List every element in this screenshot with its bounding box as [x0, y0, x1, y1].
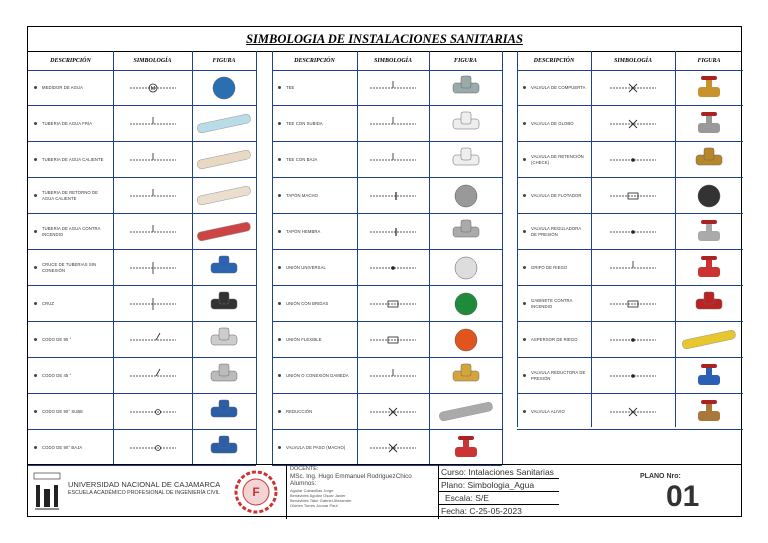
symbol-glyph	[357, 214, 429, 249]
table-row	[272, 430, 502, 466]
description-text: VALVULA DE RETENCIÓN (CHECK)	[531, 153, 584, 165]
university-name: UNIVERSIDAD NACIONAL DE CAJAMARCA	[68, 480, 221, 489]
header-symbol-3: SIMBOLOGÍA	[591, 51, 675, 71]
symbol-glyph	[591, 322, 675, 357]
description-text: ASPERSOR DE RIEGO	[531, 336, 578, 342]
sheet-title: SIMBOLOGIA DE INSTALACIONES SANITARIAS	[28, 27, 741, 52]
figure-image	[194, 108, 254, 140]
figure-image	[677, 288, 741, 320]
symbol-glyph	[113, 394, 192, 429]
row-description	[28, 322, 113, 357]
symbol-glyph	[113, 286, 192, 321]
table-row	[517, 178, 743, 214]
figure-image	[431, 396, 500, 428]
row-description	[517, 250, 591, 285]
table-row	[28, 394, 256, 430]
row-description	[28, 178, 113, 213]
table-row	[28, 214, 256, 250]
description-text: MEDIDOR DE AGUA	[42, 84, 84, 90]
description-text: TUBERIA DE AGUA CALIENTE	[42, 156, 104, 162]
row-description	[272, 178, 357, 213]
symbol-glyph	[113, 178, 192, 213]
student-name: Benavides Tafur Gabriel Alexander	[290, 498, 352, 503]
symbol-glyph	[591, 178, 675, 213]
row-description	[272, 394, 357, 429]
panel-pipes	[28, 51, 256, 464]
table-row	[517, 214, 743, 250]
school-name: ESCUELA ACADÉMICO PROFESIONAL DE INGENIERÍA CIVIL	[68, 490, 220, 496]
figure-image	[431, 216, 500, 248]
symbol-glyph	[357, 322, 429, 357]
symbol-glyph	[113, 250, 192, 285]
table-row	[272, 322, 502, 358]
table-row	[28, 250, 256, 286]
figure-image	[677, 252, 741, 284]
description-text: VALVULA REGULADORA DE PRESIÓN	[531, 225, 582, 237]
table-row	[28, 142, 256, 178]
docente-name: MSc. Ing. Hugo Emmanuel RodriguezChico	[290, 473, 412, 480]
description-text: VALVULA DE FLOTADOR	[531, 192, 582, 198]
row-description	[272, 250, 357, 285]
row-description	[28, 214, 113, 249]
figure-image	[431, 324, 500, 356]
symbol-glyph	[113, 142, 192, 177]
symbol-glyph	[113, 214, 192, 249]
figure-image	[431, 72, 500, 104]
row-description	[517, 106, 591, 141]
header-figure-3: FIGURA	[675, 51, 743, 71]
symbol-glyph	[113, 322, 192, 357]
row-description	[272, 70, 357, 105]
symbol-glyph	[591, 142, 675, 177]
table-row	[517, 142, 743, 178]
description-text: TUBERIA DE AGUA CONTRA INCENDIO	[42, 225, 101, 237]
symbol-glyph	[357, 394, 429, 429]
university-logo	[32, 469, 62, 513]
symbol-glyph	[357, 250, 429, 285]
table-row	[517, 250, 743, 286]
row-description	[28, 286, 113, 321]
row-description	[28, 106, 113, 141]
row-description	[517, 358, 591, 393]
symbol-glyph	[357, 430, 429, 465]
row-description	[28, 250, 113, 285]
description-text: VALVULA DE COMPUERTA	[531, 84, 586, 90]
description-text: CODO DE 45 °	[42, 372, 72, 378]
course-info-cell	[438, 465, 630, 519]
description-text: TAPÓN MACHO	[286, 192, 318, 198]
table-row	[28, 70, 256, 106]
faculty-logo	[233, 469, 279, 515]
table-row	[517, 394, 743, 430]
row-description	[272, 214, 357, 249]
symbol-glyph	[591, 358, 675, 393]
figure-image	[194, 216, 254, 248]
date-text: Fecha: C-25-05-2023	[441, 506, 522, 516]
row-description	[517, 178, 591, 213]
symbol-glyph	[113, 358, 192, 393]
symbol-glyph	[357, 178, 429, 213]
table-row	[28, 358, 256, 394]
description-text: UNIÓN FLEXIBLE	[286, 336, 322, 342]
students-list	[290, 488, 352, 508]
figure-image	[677, 72, 741, 104]
row-description	[272, 430, 357, 465]
figure-image	[677, 324, 741, 356]
plan-number-cell	[630, 465, 743, 519]
row-description	[517, 394, 591, 429]
course-text: Curso: Intalaciones Sanitarias	[441, 467, 554, 477]
description-text: CRUZ	[42, 300, 55, 306]
scale-text: Escala: S/E	[445, 493, 489, 503]
row-description	[517, 214, 591, 249]
figure-image	[194, 396, 254, 428]
figure-image	[194, 432, 254, 464]
figure-image	[431, 360, 500, 392]
description-text: TAPÓN HEMBRA	[286, 228, 321, 234]
row-description	[28, 70, 113, 105]
table-row	[272, 70, 502, 106]
symbol-glyph	[591, 286, 675, 321]
student-name: Olórtes Torres Joonar Paul	[290, 503, 338, 508]
figure-image	[677, 144, 741, 176]
row-description	[517, 286, 591, 321]
description-text: TEE CON BAJA	[286, 156, 318, 162]
symbol-glyph	[357, 70, 429, 105]
panel-valves	[517, 51, 743, 427]
description-text: CRUCE DE TUBERIAS SIN CONEXIÓN	[42, 261, 97, 273]
header-description: DESCRIPCIÓN	[28, 51, 113, 71]
row-description	[517, 70, 591, 105]
row-description	[272, 358, 357, 393]
row-description	[28, 142, 113, 177]
description-text: GRIFO DE RIEGO	[531, 264, 568, 270]
symbol-glyph	[357, 286, 429, 321]
header-figure-2: FIGURA	[429, 51, 502, 71]
symbol-glyph	[357, 106, 429, 141]
figure-image	[194, 360, 254, 392]
row-description	[272, 142, 357, 177]
description-text: TUBERIA DE AGUA FRÍA	[42, 120, 93, 126]
figure-image	[431, 252, 500, 284]
symbol-glyph	[357, 358, 429, 393]
table-row	[517, 106, 743, 142]
figure-image	[431, 432, 500, 464]
row-description	[272, 106, 357, 141]
description-text: CODO DE 90° SUBE	[42, 408, 84, 414]
table-row	[28, 106, 256, 142]
header-description-3: DESCRIPCIÓN	[517, 51, 591, 71]
table-row	[517, 286, 743, 322]
table-row	[272, 214, 502, 250]
panel-fittings	[272, 51, 502, 464]
symbol-glyph	[113, 430, 192, 465]
table-row	[272, 250, 502, 286]
description-text: TEE CON SUBIDA	[286, 120, 323, 126]
table-row	[28, 286, 256, 322]
symbol-glyph	[591, 70, 675, 105]
description-text: VALVULA ALIVIO	[531, 408, 565, 414]
row-description	[517, 322, 591, 357]
figure-image	[194, 288, 254, 320]
symbol-glyph	[591, 250, 675, 285]
description-text: UNIÓN CON BRIDAS	[286, 300, 329, 306]
description-text: CODO DE 90 °	[42, 336, 72, 342]
table-row	[272, 286, 502, 322]
symbol-glyph	[591, 394, 675, 429]
table-row	[272, 178, 502, 214]
row-description	[28, 394, 113, 429]
table-row	[272, 358, 502, 394]
header-description-2: DESCRIPCIÓN	[272, 51, 357, 71]
table-row	[28, 322, 256, 358]
figure-image	[677, 396, 741, 428]
svg-text:F: F	[252, 485, 260, 499]
title-block	[28, 464, 741, 519]
symbol-glyph	[113, 70, 192, 105]
svg-text:M: M	[150, 85, 155, 92]
description-text: GABINETE CONTRA INCENDIO	[531, 297, 573, 309]
description-text: TEE	[286, 84, 295, 90]
table-row	[28, 178, 256, 214]
row-description	[28, 430, 113, 465]
header-symbol: SIMBOLOGÍA	[113, 51, 192, 71]
row-description	[28, 358, 113, 393]
table-row	[517, 358, 743, 394]
figure-image	[677, 180, 741, 212]
symbol-glyph	[591, 214, 675, 249]
description-text: VALVULA DE PASO (MACHO)	[286, 444, 346, 450]
plan-number-label: PLANO Nro:	[640, 473, 681, 480]
figure-image	[194, 72, 254, 104]
figure-image	[677, 216, 741, 248]
description-text: VALVULA REDUCTORA DE PRESIÓN	[531, 369, 586, 381]
table-row	[272, 106, 502, 142]
header-figure: FIGURA	[192, 51, 256, 71]
table-row	[272, 394, 502, 430]
student-name: Benavides Aguilar Oscar Javier	[290, 493, 346, 498]
row-description	[517, 142, 591, 177]
table-row	[272, 142, 502, 178]
table-row	[517, 70, 743, 106]
table-row	[28, 430, 256, 466]
description-text: CODO DE 90° BAJA	[42, 444, 83, 450]
description-text: UNIÓN UNIVERSAL	[286, 264, 326, 270]
header-symbol-2: SIMBOLOGÍA	[357, 51, 429, 71]
row-description	[272, 286, 357, 321]
figure-image	[194, 252, 254, 284]
figure-image	[194, 324, 254, 356]
figure-image	[431, 144, 500, 176]
docente-cell: DOCENTE: MSc. Ing. Hugo Emmanuel RodriguezChico Alumnos: Aguilar Cabanillas Jorge Benavides Aguilar Oscar Javier Benavides Tafur Gabriel Alexander Olórtes Torres Joonar Paul	[286, 465, 438, 519]
figure-image	[194, 144, 254, 176]
description-text: VALVULA DE GLOBO	[531, 120, 574, 126]
plan-number: 01	[666, 480, 700, 513]
figure-image	[431, 180, 500, 212]
plan-text: Plano: Simbologia_Agua	[441, 480, 535, 490]
figure-image	[431, 108, 500, 140]
drawing-sheet	[27, 26, 742, 517]
figure-image	[677, 360, 741, 392]
row-description	[272, 322, 357, 357]
symbol-glyph	[113, 106, 192, 141]
table-row	[517, 322, 743, 358]
student-name: Aguilar Cabanillas Jorge	[290, 488, 334, 493]
description-text: TUBERIA DE RETORNO DE AGUA CALIENTE	[42, 189, 99, 201]
symbol-glyph	[357, 142, 429, 177]
symbol-glyph	[591, 106, 675, 141]
description-text: UNIÓN O CONEXIÓN DAMEDA	[286, 372, 349, 378]
description-text: REDUCCIÓN	[286, 408, 313, 414]
figure-image	[677, 108, 741, 140]
figure-image	[194, 180, 254, 212]
figure-image	[431, 288, 500, 320]
